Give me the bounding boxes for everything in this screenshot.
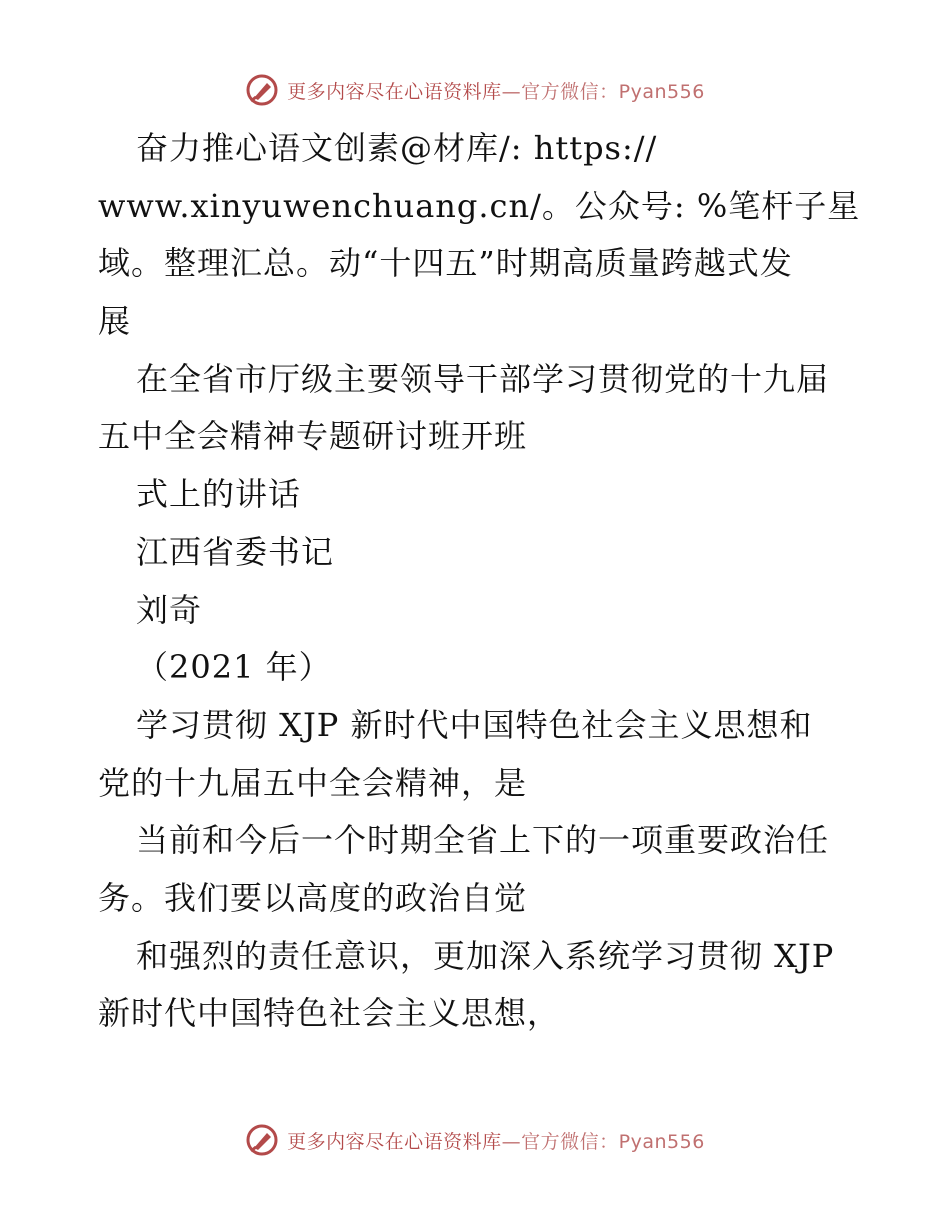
text-line: 展	[98, 302, 132, 341]
text-line: 学习贯彻 XJP 新时代中国特色社会主义思想和	[136, 705, 813, 744]
text-line: www.xinyuwenchuang.cn/。公众号: %笔杆子星	[98, 186, 861, 225]
speech-year: （2021 年）	[136, 648, 332, 687]
text-line: 和强烈的责任意识，更加深入系统学习贯彻 XJP	[136, 936, 835, 975]
footer-watermark	[0, 1120, 950, 1160]
text-line: 域。整理汇总。动“十四五”时期高质量跨越式发	[98, 244, 793, 283]
text-line: 务。我们要以高度的政治自觉	[98, 878, 528, 917]
pen-nib-circle-icon	[245, 1123, 279, 1157]
speech-title-line: 五中全会精神专题研讨班开班	[98, 417, 528, 456]
text-line: 奋力推心语文创素@材库/: https://	[136, 129, 658, 167]
header-watermark	[0, 70, 950, 110]
pen-nib-circle-icon	[245, 73, 279, 107]
banner-text: 更多内容尽在心语资料库—官方微信：Pyan556	[287, 1130, 705, 1153]
document-body	[98, 120, 861, 1043]
speech-title-line: 在全省市厅级主要领导干部学习贯彻党的十九届	[136, 359, 830, 398]
text-line: 当前和今后一个时期全省上下的一项重要政治任	[136, 821, 830, 860]
text-line: 新时代中国特色社会主义思想，	[98, 994, 561, 1033]
banner-text: 更多内容尽在心语资料库—官方微信：Pyan556	[287, 80, 705, 103]
speaker-name: 刘奇	[136, 590, 203, 629]
speaker-position: 江西省委书记	[136, 532, 335, 571]
speech-title-line: 式上的讲话	[136, 475, 302, 514]
text-line: 党的十九届五中全会精神，是	[98, 763, 528, 802]
